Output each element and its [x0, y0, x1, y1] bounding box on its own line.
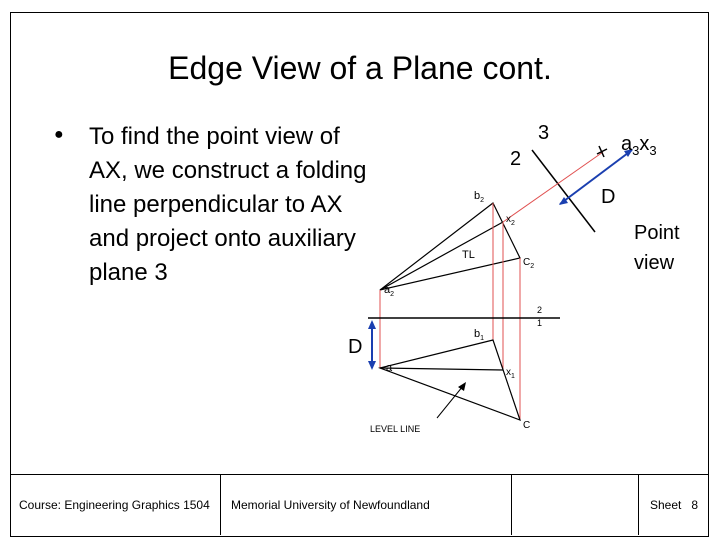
- label-TL: TL: [462, 249, 475, 261]
- label-a2: $a_2$: [384, 284, 395, 299]
- triangle-view-1: [380, 340, 520, 420]
- label-a1: a: [386, 362, 393, 374]
- label-level-line: LEVEL LINE: [370, 424, 421, 434]
- bullet-marker: ●: [54, 126, 64, 143]
- label-c2: $C_2$: [523, 257, 535, 270]
- label-b2: $b_2$: [474, 190, 485, 205]
- true-length-line: [380, 222, 503, 290]
- label-a3x3: $a_3x_3$: [621, 133, 657, 158]
- level-line-leader-arrow: [458, 382, 466, 391]
- label-fold-1: 1: [537, 318, 543, 328]
- label-x1: $x_1$: [506, 367, 515, 380]
- folding-line-2-3: [532, 150, 595, 232]
- label-view: view: [634, 252, 675, 274]
- level-line: [380, 368, 503, 370]
- label-point: Point: [634, 222, 680, 244]
- label-x2: $x_2$: [506, 214, 515, 227]
- bullet-text: To find the point view of AX, we construct a folding line perpendicular to AX and project onto auxiliary plane 3: [89, 123, 367, 286]
- label-D-edge: D: [601, 186, 616, 208]
- label-c1: C: [523, 420, 531, 431]
- triangle-view-2: [380, 203, 520, 290]
- edge-view-line: [560, 150, 632, 204]
- footer-course: Course: Engineering Graphics 1504: [19, 497, 210, 512]
- label-fold-2: 2: [537, 305, 543, 315]
- footer-sheet: Sheet 8: [638, 474, 709, 535]
- footer-blank: [511, 474, 638, 535]
- label-plane-3: 3: [538, 122, 550, 144]
- label-b1: $b_1$: [474, 328, 485, 343]
- slide-title: Edge View of a Plane cont.: [168, 50, 552, 86]
- label-D-front: D: [348, 336, 363, 358]
- dimension-D-arrow-up: [368, 320, 376, 329]
- footer-university: Memorial University of Newfoundland: [220, 474, 511, 535]
- label-plane-2: 2: [510, 148, 522, 170]
- dimension-D-arrow-down: [368, 361, 376, 370]
